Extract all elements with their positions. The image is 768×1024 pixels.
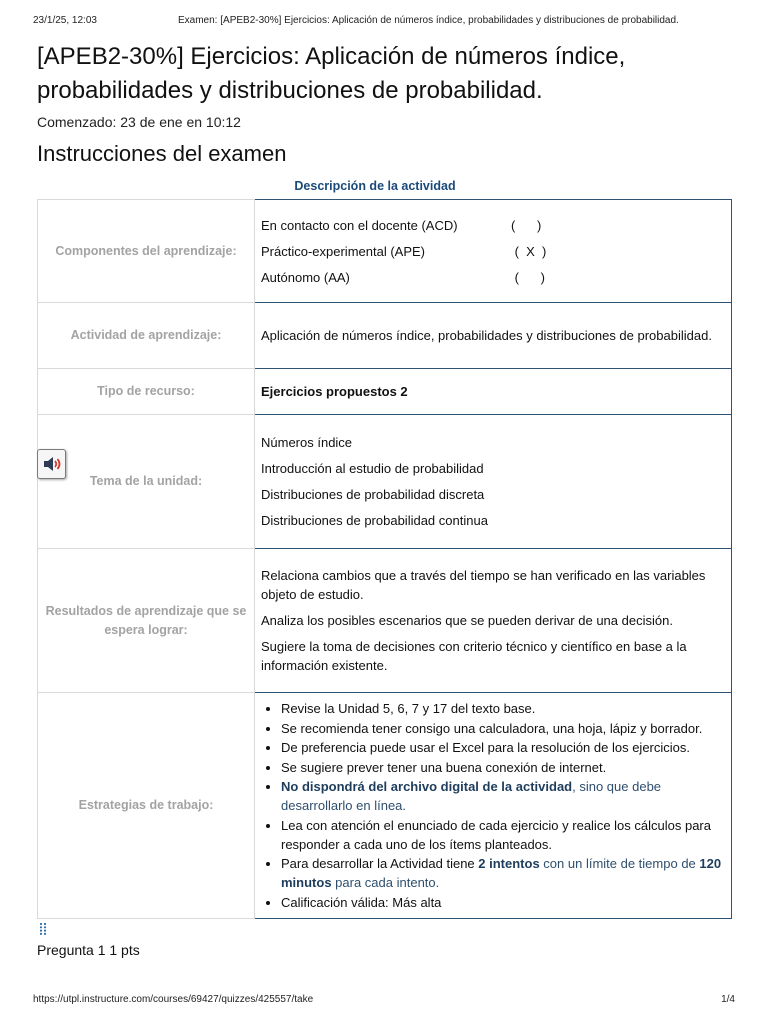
strategy-item: • Revise la Unidad 5, 6, 7 y 17 del texto base. [281,699,725,718]
page-title: [APEB2-30%] Ejercicios: Aplicación de números índice, probabilidades y distribuciones de probabilidad. [37,43,626,104]
learning-outcome-item: Relaciona cambios que a través del tiempo se han verificado en las variables objeto de estudio. [261,568,706,602]
strategy-item: • Se sugiere prever tener una buena conexión de internet. [281,758,725,777]
learning-outcome-item: Sugiere la toma de decisiones con criterio técnico y científico en base a la información existente. [261,639,687,673]
instructions-heading: Instrucciones del examen [37,141,287,166]
strategy-text: Para desarrollar la Actividad tiene [281,856,479,871]
strategy-text: con un límite de tiempo de [539,856,700,871]
work-strategies-cell [255,693,732,919]
learning-outcomes-label: Resultados de aprendizaje que se espera lograr: [38,549,255,693]
resource-type-value: Ejercicios propuestos 2 [255,369,732,415]
unit-topic-row [38,415,732,549]
strategy-item: • Calificación válida: Más alta [281,893,725,912]
learning-activity-label: Actividad de aprendizaje: [38,303,255,369]
strategy-emphasis: 2 intentos [478,856,540,871]
learning-activity-value: Aplicación de números índice, probabilidades y distribuciones de probabilidad. [255,303,732,369]
strategy-emphasis: No dispondrá del archivo digital de la actividad [281,779,573,794]
unit-topic-item: Distribuciones de probabilidad continua [261,513,488,528]
strategy-text: , sino que debe desarrollarlo en línea. [281,779,662,813]
strategy-item: • De preferencia puede usar el Excel para la resolución de los ejercicios. [281,738,725,757]
strategy-item: • Lea con atención el enunciado de cada ejercicio y realice los cálculos para responder a cada uno de los ítems planteados. [281,816,725,854]
unit-topic-item: Números índice [261,435,353,450]
work-strategies-row [38,693,732,919]
strategy-emphasis: 120 minutos [281,856,722,890]
learning-outcome-item: Analiza los posibles escenarios que se pueden derivar de una decisión. [261,613,673,628]
print-timestamp: 23/1/25, 12:03 [33,15,97,26]
components-row [38,200,732,303]
components-label: Componentes del aprendizaje: [38,200,255,303]
strategy-text: para cada intento. [331,875,440,890]
component-item: Práctico-experimental (APE) ( X ) [261,243,547,259]
question-header: Pregunta 1 1 pts [37,942,140,958]
learning-outcomes-row [38,549,732,693]
learning-activity-row [38,303,732,369]
print-document-title: Examen: [APEB2-30%] Ejercicios: Aplicación de números índice, probabilidades y distribuciones de probabilidad. [178,15,679,26]
print-url: https://utpl.instructure.com/courses/69427/quizzes/425557/take [33,994,314,1005]
print-footer [33,994,735,1005]
speaker-icon[interactable] [37,449,66,479]
strategy-item: • Se recomienda tener consigo una calculadora, una hoja, lápiz y borrador. [281,719,725,738]
activity-table [37,199,732,919]
unit-topic-item: Introducción al estudio de probabilidad [261,461,484,476]
components-cell [255,200,732,303]
drag-handle-icon[interactable] [39,922,47,941]
activity-description-heading: Descripción de la actividad [294,179,456,193]
print-page-number: 1/4 [721,994,735,1005]
strategy-list [261,699,725,912]
resource-type-label: Tipo de recurso: [38,369,255,415]
component-item: Autónomo (AA) ( ) [261,269,545,285]
unit-topic-cell [255,415,732,549]
component-item: En contacto con el docente (ACD) ( ) [261,217,542,233]
resource-type-row [38,369,732,415]
unit-topic-label: Tema de la unidad: [38,415,255,549]
strategy-item [281,854,725,892]
learning-outcomes-cell [255,549,732,693]
strategy-item [281,777,725,815]
started-at: Comenzado: 23 de ene en 10:12 [37,114,241,130]
work-strategies-label: Estrategias de trabajo: [38,693,255,919]
unit-topic-item: Distribuciones de probabilidad discreta [261,487,485,502]
